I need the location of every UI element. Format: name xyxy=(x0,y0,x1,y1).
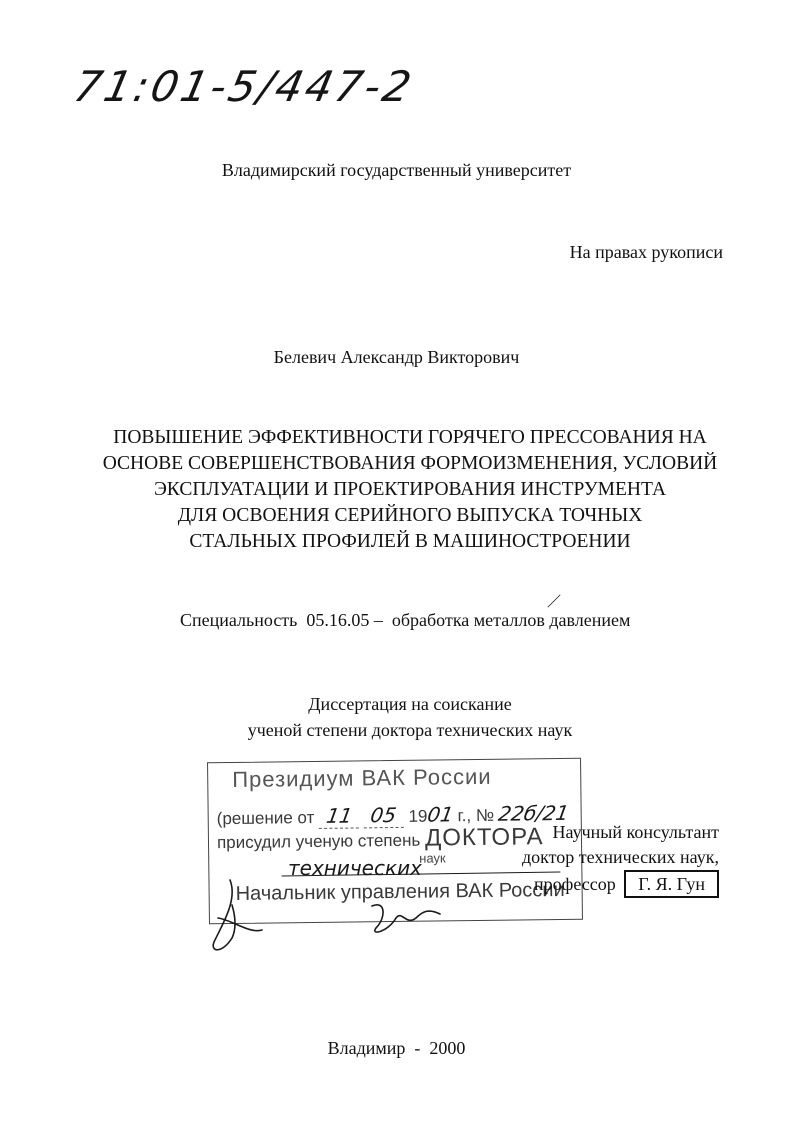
title-line: ОСНОВЕ СОВЕРШЕНСТВОВАНИЯ ФОРМОИЗМЕНЕНИЯ, УСЛОВИЙ xyxy=(102,453,718,474)
rights-note: На правах рукописи xyxy=(569,242,723,262)
consultant-degree: доктор технических наук, xyxy=(522,847,719,867)
title-line: ДЛЯ ОСВОЕНИЯ СЕРИЙНОГО ВЫПУСКА ТОЧНЫХ xyxy=(177,505,643,526)
degree-line: ученой степени доктора технических наук xyxy=(247,720,573,740)
stamp-year-end: г., № xyxy=(457,805,495,826)
signature-left xyxy=(213,880,262,950)
consultant-name: Г. Я. Гун xyxy=(624,870,719,898)
title-line: ПОВЫШЕНИЕ ЭФФЕКТИВНОСТИ ГОРЯЧЕГО ПРЕССОВАНИЯ НА xyxy=(113,427,707,448)
stamp-decision-prefix: (решение от xyxy=(216,807,315,829)
consultant-title: профессор xyxy=(534,874,616,894)
stamp-day: 11 xyxy=(324,803,354,828)
scientific-consultant xyxy=(459,820,719,898)
stamp-field-handwritten: технических xyxy=(288,856,422,880)
city-year: Владимир - 2000 xyxy=(327,1038,466,1058)
degree-line: Диссертация на соискание xyxy=(308,694,512,714)
margin-stroke xyxy=(548,595,560,607)
stamp-year-prefix: 19 xyxy=(408,806,428,826)
stamp-chief: Начальник управления ВАК России xyxy=(235,878,565,905)
stamp-year-suffix: 01 xyxy=(425,802,455,827)
archive-code: 71:01-5/447-2 xyxy=(69,62,419,111)
stamp-header: Президиум ВАК России xyxy=(232,763,492,792)
consultant-title-line xyxy=(459,870,719,898)
stamp-month: 05 xyxy=(369,802,399,828)
stamp-number: 22б/21 xyxy=(496,800,571,826)
signature-right xyxy=(372,905,440,932)
stamp-degree: ДОКТОРА xyxy=(424,823,544,852)
author-name: Белевич Александр Викторович xyxy=(273,347,520,367)
stamp-field-suffix: наук xyxy=(419,850,446,866)
title-line: СТАЛЬНЫХ ПРОФИЛЕЙ В МАШИНОСТРОЕНИИ xyxy=(189,531,631,552)
title-line: ЭКСПЛУАТАЦИИ И ПРОЕКТИРОВАНИЯ ИНСТРУМЕНТА xyxy=(153,479,667,500)
stamp-awarded-prefix: присудил ученую степень xyxy=(216,830,421,853)
university-name: Владимирский государственный университет xyxy=(221,160,572,180)
specialty: Специальность 05.16.05 – обработка металлов давлением xyxy=(180,610,631,630)
consultant-role: Научный консультант xyxy=(552,822,719,842)
